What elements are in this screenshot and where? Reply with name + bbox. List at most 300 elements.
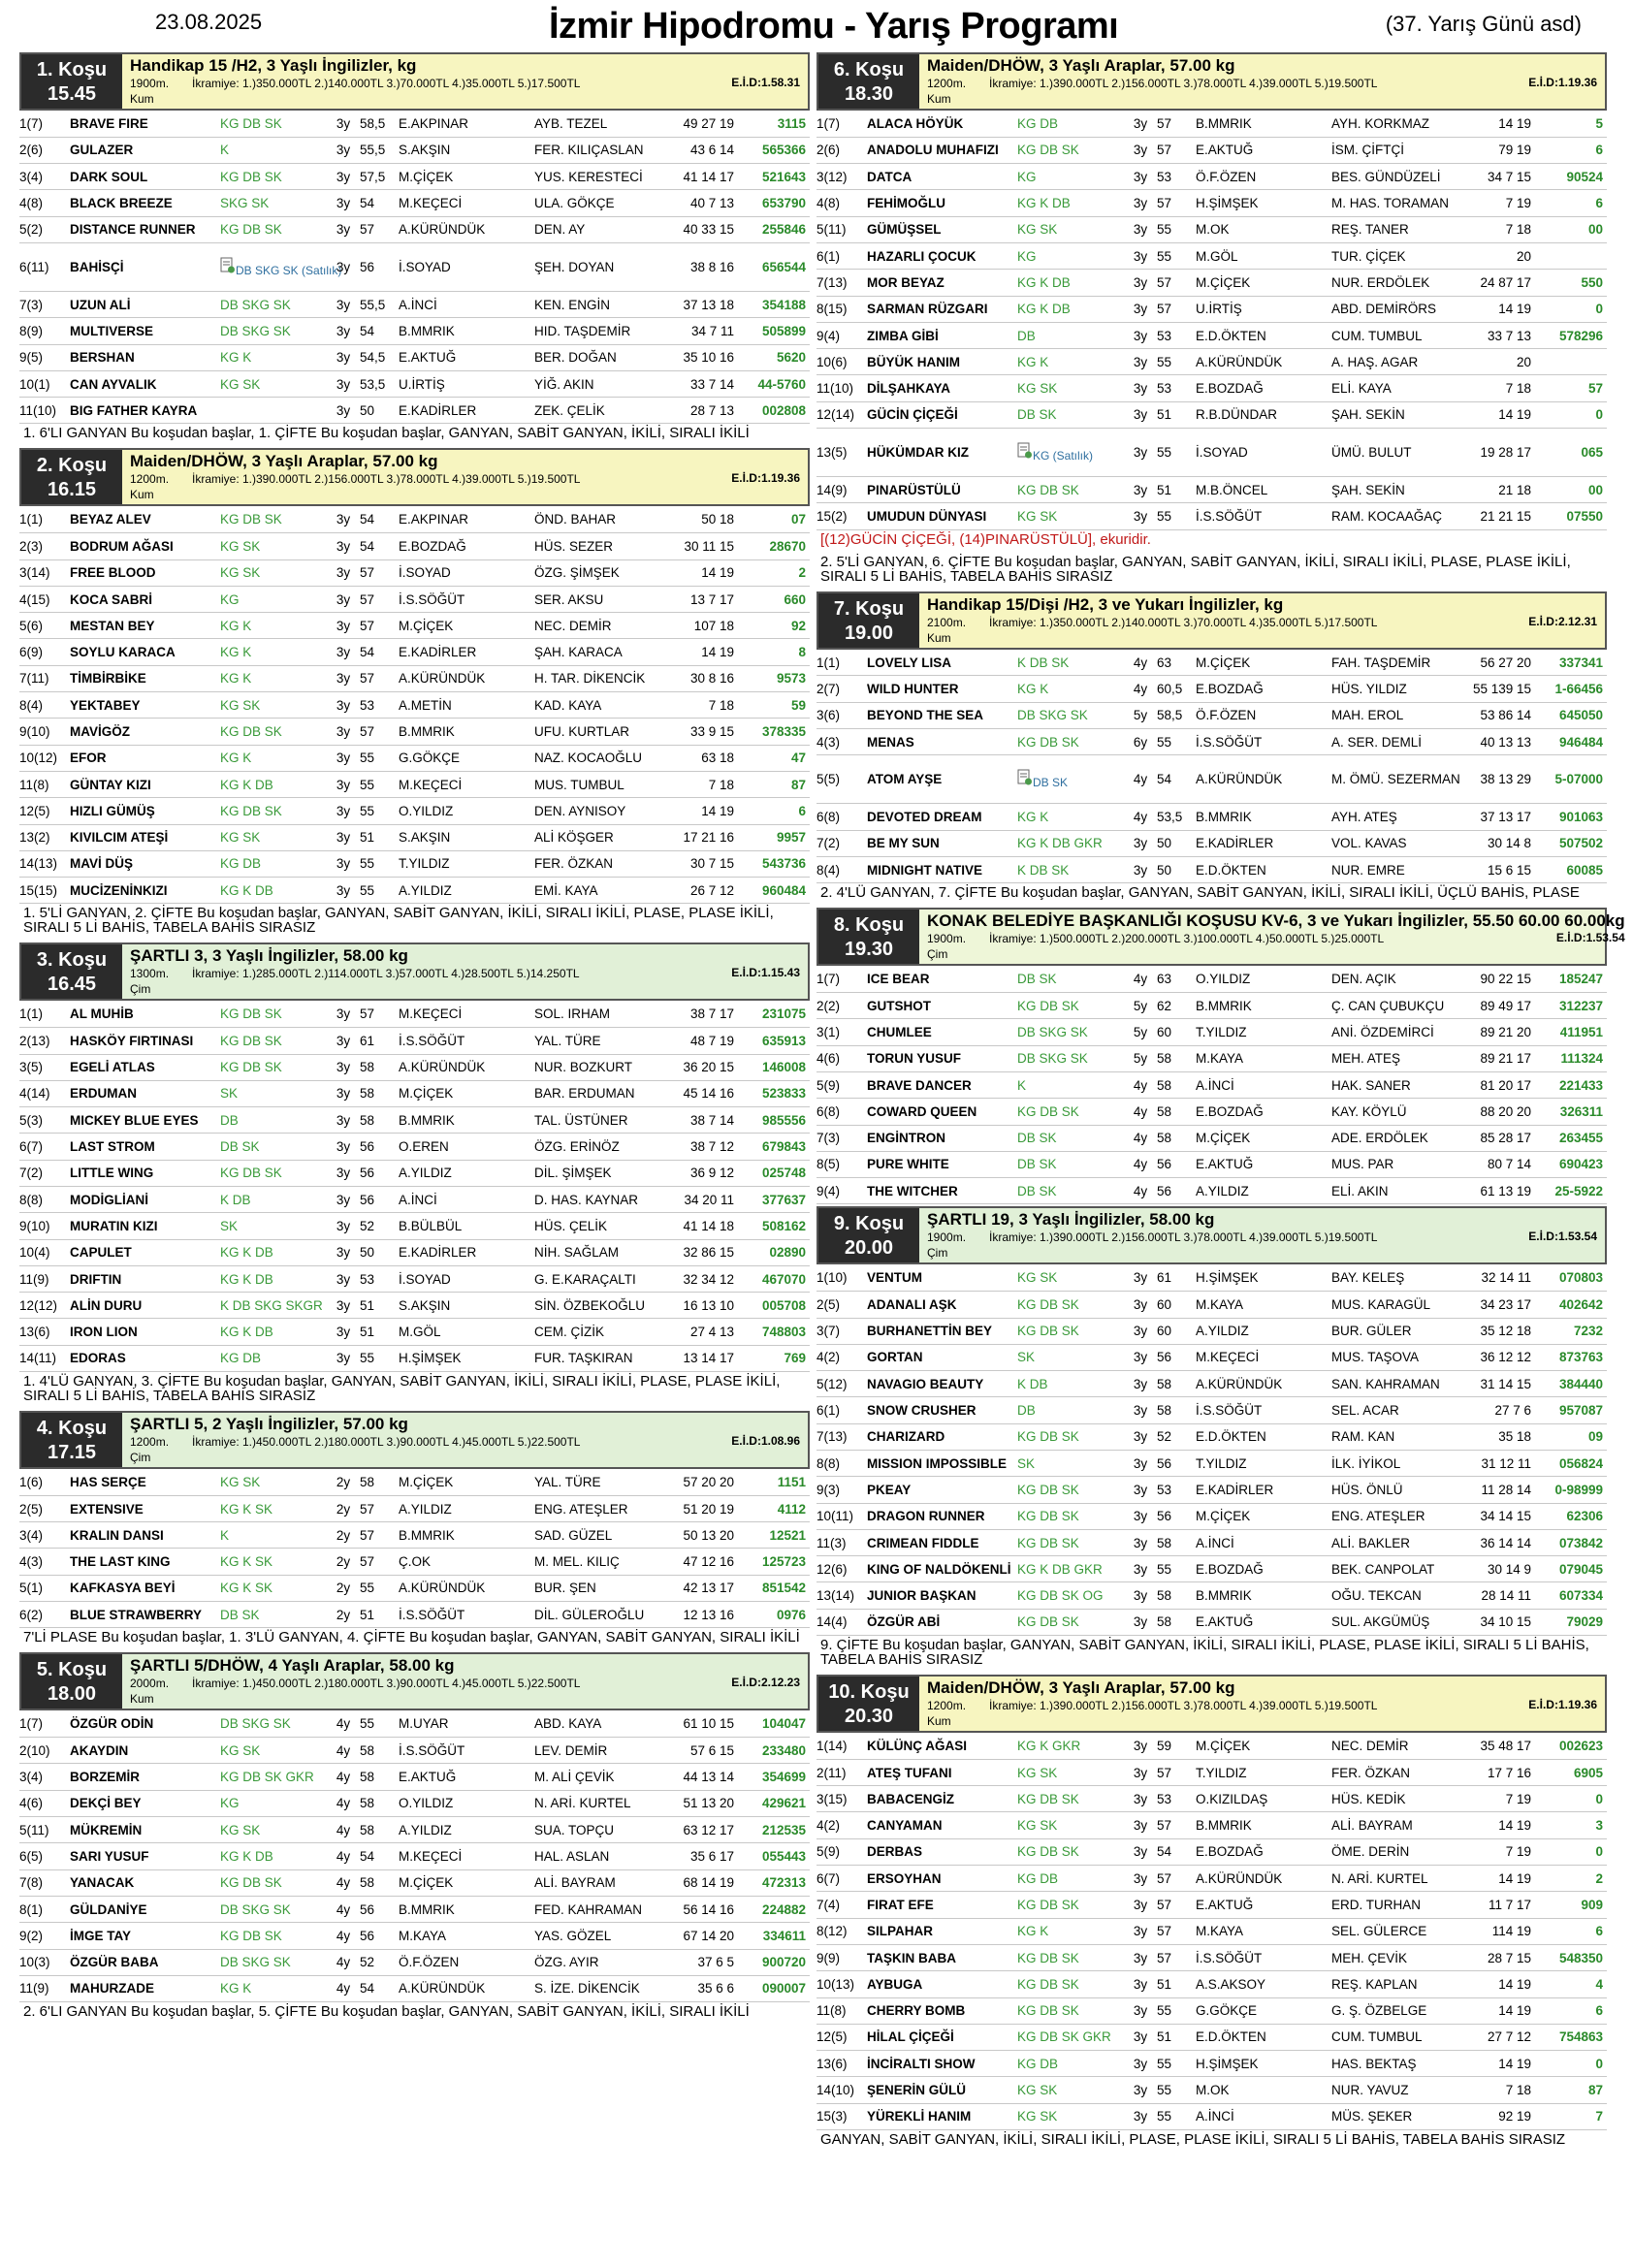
horse-number: 5(3) (19, 1107, 70, 1134)
trainer-name: ÜMÜ. BULUT (1331, 429, 1457, 477)
horse-age: 3y (327, 1054, 360, 1080)
race-record: E.İ.D:1.53.54 (1555, 931, 1625, 945)
horse-name: NAVAGIO BEAUTY (867, 1371, 1017, 1397)
horse-form: 6 (1537, 137, 1607, 163)
trainer-name: OĞU. TEKCAN (1331, 1582, 1457, 1609)
horse-row[interactable] (19, 1028, 810, 1054)
horse-name: EFOR (70, 745, 220, 771)
horse-row[interactable] (19, 1213, 810, 1239)
race-block (19, 448, 810, 941)
horse-row[interactable] (19, 1602, 810, 1628)
horse-row[interactable] (19, 1319, 810, 1345)
horse-row[interactable] (816, 111, 1607, 137)
horse-row[interactable] (816, 1264, 1607, 1291)
horse-equipment-text: DB SKG SK (Satılık) (236, 263, 342, 277)
horse-stats: 38 8 16 (660, 242, 740, 291)
horse-row[interactable] (19, 639, 810, 665)
horse-equipment: KG SK (1017, 503, 1124, 529)
horse-weight: 57 (360, 1495, 399, 1521)
trainer-name: H. TAR. DİKENCİK (534, 665, 660, 691)
horse-equipment: KG SK (1017, 2077, 1124, 2103)
horse-form: 09 (1537, 1423, 1607, 1450)
horse-stats: 53 86 14 (1457, 702, 1537, 728)
horse-row[interactable] (816, 270, 1607, 296)
race-number-label: 5. Koşu (36, 1659, 108, 1681)
trainer-name: YUS. KERESTECİ (534, 164, 660, 190)
horse-row[interactable] (19, 1843, 810, 1869)
trainer-name: NİH. SAĞLAM (534, 1239, 660, 1265)
horse-weight: 56 (360, 1160, 399, 1186)
horse-row[interactable] (816, 1450, 1607, 1476)
horse-form: 5620 (740, 344, 810, 370)
trainer-name: YAS. GÖZEL (534, 1923, 660, 1949)
horse-weight: 55,5 (360, 137, 399, 163)
horse-row[interactable] (816, 503, 1607, 529)
horse-row[interactable] (19, 1790, 810, 1816)
horse-row[interactable] (19, 216, 810, 242)
horse-row[interactable] (816, 190, 1607, 216)
horse-row[interactable] (816, 1019, 1607, 1045)
horse-name: ÖZGÜR BABA (70, 1949, 220, 1975)
trainer-name: CEM. ÇİZİK (534, 1319, 660, 1345)
trainer-name: TAL. ÜSTÜNER (534, 1107, 660, 1134)
horse-row[interactable] (816, 1918, 1607, 1944)
race-details (927, 1230, 1597, 1261)
trainer-name: ŞAH. SEKİN (1331, 477, 1457, 503)
horse-equipment: KG DB SK (1017, 1971, 1124, 1997)
trainer-name: FER. ÖZKAN (534, 850, 660, 877)
trainer-name: BUR. ŞEN (534, 1575, 660, 1601)
horse-row[interactable] (19, 1949, 810, 1975)
horse-number: 11(9) (19, 1265, 70, 1292)
race-prize: İkramiye: 1.)390.000TL 2.)156.000TL 3.)78.000TL 4.)39.000TL 5.)19.500TL (989, 77, 1378, 90)
horse-row[interactable] (816, 729, 1607, 755)
jockey-name: U.İRTİŞ (1196, 296, 1331, 322)
race-details (927, 1698, 1597, 1729)
horse-row[interactable] (19, 164, 810, 190)
horse-row[interactable] (19, 1975, 810, 2001)
horse-name: MÜKREMİN (70, 1817, 220, 1843)
horse-form: 2 (1537, 1866, 1607, 1892)
horse-row[interactable] (816, 1892, 1607, 1918)
trainer-name: MUS. PAR (1331, 1151, 1457, 1177)
horse-row[interactable] (19, 824, 810, 850)
horse-row[interactable] (816, 1997, 1607, 2024)
horse-row[interactable] (816, 1733, 1607, 1759)
horse-form: 957087 (1537, 1397, 1607, 1423)
horse-row[interactable] (816, 966, 1607, 992)
horse-age: 3y (1124, 1344, 1157, 1370)
horse-row[interactable] (816, 164, 1607, 190)
horse-number: 9(2) (19, 1923, 70, 1949)
horse-age: 3y (327, 1187, 360, 1213)
horse-number: 11(10) (816, 375, 867, 401)
horse-age: 3y (1124, 1318, 1157, 1344)
horse-row[interactable] (19, 318, 810, 344)
trainer-name: ÖND. BAHAR (534, 506, 660, 532)
horse-row[interactable] (19, 1817, 810, 1843)
horse-weight: 57 (1157, 1944, 1196, 1970)
horse-weight: 56 (360, 1187, 399, 1213)
horse-row[interactable] (816, 1944, 1607, 1970)
horse-row[interactable] (19, 1764, 810, 1790)
horse-form: 0 (1537, 401, 1607, 428)
trainer-name: ÖZG. ERİNÖZ (534, 1134, 660, 1160)
horse-name: DEVOTED DREAM (867, 804, 1017, 830)
horse-row[interactable] (19, 798, 810, 824)
horse-row[interactable] (816, 1397, 1607, 1423)
horse-row[interactable] (816, 804, 1607, 830)
jockey-name: İ.SOYAD (399, 1265, 534, 1292)
trainer-name: HÜS. YILDIZ (1331, 676, 1457, 702)
horse-row[interactable] (816, 429, 1607, 477)
horse-row[interactable] (19, 344, 810, 370)
trainer-name: D. HAS. KAYNAR (534, 1187, 660, 1213)
jockey-name: B.MMRIK (399, 1522, 534, 1549)
horse-weight: 58 (360, 1080, 399, 1106)
horse-weight: 58 (1157, 1529, 1196, 1555)
horse-weight: 58 (1157, 1397, 1196, 1423)
horse-name: DATCA (867, 164, 1017, 190)
horse-row[interactable] (816, 1609, 1607, 1635)
horse-form: 9957 (740, 824, 810, 850)
horse-row[interactable] (19, 1134, 810, 1160)
horse-name: BEYAZ ALEV (70, 506, 220, 532)
horse-row[interactable] (816, 1371, 1607, 1397)
horse-row[interactable] (19, 665, 810, 691)
horse-row[interactable] (816, 1838, 1607, 1865)
jockey-name: Ç.OK (399, 1549, 534, 1575)
horse-form: 4112 (740, 1495, 810, 1521)
horse-number: 9(3) (816, 1477, 867, 1503)
horse-age: 4y (327, 1923, 360, 1949)
trainer-name: HAL. ASLAN (534, 1843, 660, 1869)
trainer-name: S. İZE. DİKENCİK (534, 1975, 660, 2001)
horse-form: 2 (740, 559, 810, 586)
horse-weight: 58 (360, 1107, 399, 1134)
horse-row[interactable] (816, 322, 1607, 348)
horse-row[interactable] (19, 1054, 810, 1080)
horse-equipment: KG K (220, 639, 327, 665)
jockey-name: İ.S.SÖĞÜT (1196, 729, 1331, 755)
horse-name: ICE BEAR (867, 966, 1017, 992)
horse-equipment: KG DB SK (1017, 1997, 1124, 2024)
horse-number: 5(5) (816, 755, 867, 804)
jockey-name: H.ŞİMŞEK (399, 1345, 534, 1371)
horse-row[interactable] (816, 993, 1607, 1019)
horse-row[interactable] (19, 1080, 810, 1106)
horse-equipment: DB SK (220, 1602, 327, 1628)
horse-row[interactable] (816, 1477, 1607, 1503)
horse-row[interactable] (816, 401, 1607, 428)
horse-name: GÜMÜŞSEL (867, 216, 1017, 242)
horse-number: 6(11) (19, 242, 70, 291)
horse-row[interactable] (816, 1556, 1607, 1582)
horse-row[interactable] (816, 755, 1607, 804)
horse-name: ATEŞ TUFANI (867, 1759, 1017, 1785)
horse-equipment: DB SKG SK (220, 1949, 327, 1975)
horse-name: CHUMLEE (867, 1019, 1017, 1045)
horse-number: 4(2) (816, 1812, 867, 1838)
horse-row[interactable] (816, 1786, 1607, 1812)
horse-row[interactable] (19, 1345, 810, 1371)
horse-weight: 57 (1157, 1812, 1196, 1838)
horse-number: 5(6) (19, 613, 70, 639)
horse-form: 635913 (740, 1028, 810, 1054)
horse-stats: 81 20 17 (1457, 1071, 1537, 1098)
race-time: 20.30 (844, 1706, 894, 1728)
horse-stats: 89 21 17 (1457, 1045, 1537, 1071)
horse-age: 3y (1124, 1503, 1157, 1529)
horse-name: BERSHAN (70, 344, 220, 370)
horse-row[interactable] (816, 830, 1607, 856)
horse-form: 255846 (740, 216, 810, 242)
horse-row[interactable] (816, 1178, 1607, 1204)
horse-row[interactable] (19, 1107, 810, 1134)
horse-row[interactable] (19, 559, 810, 586)
horse-row[interactable] (19, 190, 810, 216)
horse-row[interactable] (19, 586, 810, 612)
horse-row[interactable] (816, 650, 1607, 676)
trainer-name: CUM. TUMBUL (1331, 322, 1457, 348)
horse-row[interactable] (19, 1239, 810, 1265)
jockey-name: E.AKTUĞ (399, 1764, 534, 1790)
horse-row[interactable] (816, 856, 1607, 882)
horse-form: 62306 (1537, 1503, 1607, 1529)
horse-age: 4y (1124, 755, 1157, 804)
horse-name: ENGİNTRON (867, 1125, 1017, 1151)
trainer-name: KEN. ENGİN (534, 291, 660, 317)
race-record: E.İ.D:1.08.96 (731, 1434, 800, 1449)
horse-weight: 54 (360, 639, 399, 665)
horse-row[interactable] (19, 1187, 810, 1213)
horse-row[interactable] (816, 1529, 1607, 1555)
horse-row[interactable] (816, 1099, 1607, 1125)
horse-row[interactable] (19, 1160, 810, 1186)
horse-stats: 36 14 14 (1457, 1529, 1537, 1555)
horse-equipment: DB SK (1017, 1178, 1124, 1204)
jockey-name: O.YILDIZ (399, 1790, 534, 1816)
jockey-name: E.D.ÖKTEN (1196, 322, 1331, 348)
horse-number: 8(9) (19, 318, 70, 344)
horse-age: 3y (327, 1001, 360, 1027)
horse-row[interactable] (19, 692, 810, 719)
jockey-name: E.KADİRLER (399, 639, 534, 665)
horse-row[interactable] (816, 1344, 1607, 1370)
horse-stats: 89 49 17 (1457, 993, 1537, 1019)
horse-row[interactable] (816, 1292, 1607, 1318)
horse-row[interactable] (816, 676, 1607, 702)
horse-equipment: K DB SK (1017, 650, 1124, 676)
horse-equipment: DB SK (1017, 966, 1124, 992)
horse-number: 11(10) (19, 398, 70, 424)
horse-row[interactable] (19, 1469, 810, 1495)
horse-stats: 36 9 12 (660, 1160, 740, 1186)
horse-row[interactable] (19, 1896, 810, 1922)
horse-age: 3y (327, 1293, 360, 1319)
horse-name: EDORAS (70, 1345, 220, 1371)
horse-row[interactable] (816, 1151, 1607, 1177)
race-details (130, 966, 800, 997)
horse-stats: 14 19 (660, 798, 740, 824)
trainer-name: MEH. ATEŞ (1331, 1045, 1457, 1071)
horse-row[interactable] (816, 216, 1607, 242)
horse-equipment: KG DB SK (1017, 1292, 1124, 1318)
horse-row[interactable] (19, 719, 810, 745)
horse-stats: 30 8 16 (660, 665, 740, 691)
jockey-name: E.D.ÖKTEN (1196, 1423, 1331, 1450)
race-prize: İkramiye: 1.)500.000TL 2.)200.000TL 3.)100.000TL 4.)50.000TL 5.)25.000TL (989, 932, 1385, 946)
horse-name: YANACAK (70, 1869, 220, 1896)
race-details (130, 471, 800, 502)
horse-stats: 14 19 (1457, 296, 1537, 322)
horse-row[interactable] (19, 1575, 810, 1601)
horse-equipment: KG DB SK (1017, 477, 1124, 503)
horse-stats: 47 12 16 (660, 1549, 740, 1575)
horse-row[interactable] (816, 1045, 1607, 1071)
horse-row[interactable] (816, 1582, 1607, 1609)
jockey-name: Ö.F.ÖZEN (1196, 164, 1331, 190)
horse-row[interactable] (816, 1125, 1607, 1151)
horse-row[interactable] (19, 1495, 810, 1521)
horse-row[interactable] (19, 398, 810, 424)
horse-row[interactable] (816, 2024, 1607, 2050)
horse-row[interactable] (816, 477, 1607, 503)
horse-row[interactable] (816, 137, 1607, 163)
horse-stats: 20 (1457, 349, 1537, 375)
horse-row[interactable] (816, 1071, 1607, 1098)
horse-row[interactable] (816, 2103, 1607, 2129)
horse-row[interactable] (19, 1923, 810, 1949)
race-header (19, 942, 810, 1001)
horse-row[interactable] (19, 1869, 810, 1896)
horse-row[interactable] (19, 613, 810, 639)
horse-row[interactable] (816, 702, 1607, 728)
horse-form: 312237 (1537, 993, 1607, 1019)
horse-row[interactable] (19, 745, 810, 771)
horse-age: 2y (327, 1602, 360, 1628)
horse-row[interactable] (19, 1522, 810, 1549)
horse-age: 4y (1124, 804, 1157, 830)
horse-row[interactable] (816, 242, 1607, 269)
horse-stats: 14 19 (1457, 1971, 1537, 1997)
trainer-name: NUR. ERDÖLEK (1331, 270, 1457, 296)
horse-stats: 49 27 19 (660, 111, 740, 137)
trainer-name: FAH. TAŞDEMİR (1331, 650, 1457, 676)
trainer-name: DEN. AY (534, 216, 660, 242)
horse-row[interactable] (816, 1971, 1607, 1997)
horse-row[interactable] (816, 2051, 1607, 2077)
horse-row[interactable] (816, 1503, 1607, 1529)
horse-form: 231075 (740, 1001, 810, 1027)
horse-equipment: KG DB SK (1017, 1477, 1124, 1503)
betting-note: 1. 5'Lİ GANYAN, 2. ÇİFTE Bu koşudan başlar, GANYAN, SABİT GANYAN, İKİLİ, SIRALI İKİLİ, PLASE, PLASE İKİLİ, SIRALI 5 Lİ BAHİS, TABELA BAHİS SIRASIZ (23, 905, 774, 937)
race-header (816, 52, 1607, 111)
horse-row[interactable] (19, 242, 810, 291)
horse-weight: 57 (360, 1522, 399, 1549)
horse-name: SILPAHAR (867, 1918, 1017, 1944)
horse-row[interactable] (816, 349, 1607, 375)
horse-stats: 50 18 (660, 506, 740, 532)
horse-row[interactable] (19, 111, 810, 137)
trainer-name: MUS. KARAGÜL (1331, 1292, 1457, 1318)
trainer-name: N. ARİ. KURTEL (534, 1790, 660, 1816)
horse-row[interactable] (19, 1710, 810, 1737)
jockey-name: B.BÜLBÜL (399, 1213, 534, 1239)
horse-form: 653790 (740, 190, 810, 216)
horse-name: MOR BEYAZ (867, 270, 1017, 296)
horse-equipment: KG K DB (220, 1843, 327, 1869)
trainer-name: A. HAŞ. AGAR (1331, 349, 1457, 375)
race-time: 18.30 (844, 83, 894, 105)
horse-number: 3(5) (19, 1054, 70, 1080)
horse-equipment: KG SK (1017, 216, 1124, 242)
horse-row[interactable] (19, 1549, 810, 1575)
horse-name: MULTIVERSE (70, 318, 220, 344)
horse-age: 3y (327, 344, 360, 370)
horse-weight: 58 (1157, 1609, 1196, 1635)
horse-row[interactable] (19, 506, 810, 532)
trainer-name: NEC. DEMİR (1331, 1733, 1457, 1759)
horse-equipment: SK (220, 1080, 327, 1106)
horse-row[interactable] (19, 1738, 810, 1764)
horse-row[interactable] (816, 1423, 1607, 1450)
horse-row[interactable] (816, 1759, 1607, 1785)
horse-form: 212535 (740, 1817, 810, 1843)
horse-name: LOVELY LISA (867, 650, 1017, 676)
trainer-name: MÜS. ŞEKER (1331, 2103, 1457, 2129)
horse-row[interactable] (816, 1318, 1607, 1344)
race-block (19, 942, 810, 1409)
jockey-name: T.YILDIZ (1196, 1019, 1331, 1045)
horse-row[interactable] (19, 533, 810, 559)
horse-weight: 58 (1157, 1582, 1196, 1609)
horse-row[interactable] (19, 850, 810, 877)
horse-table (816, 111, 1607, 530)
horse-name: DRAGON RUNNER (867, 1503, 1017, 1529)
horse-row[interactable] (19, 370, 810, 397)
horse-row[interactable] (19, 291, 810, 317)
race-prize: İkramiye: 1.)350.000TL 2.)140.000TL 3.)70.000TL 4.)35.000TL 5.)17.500TL (192, 77, 581, 90)
horse-weight: 50 (1157, 830, 1196, 856)
horse-number: 7(8) (19, 1869, 70, 1896)
horse-row[interactable] (19, 771, 810, 797)
horse-row[interactable] (816, 296, 1607, 322)
jockey-name: O.YILDIZ (399, 798, 534, 824)
horse-form: 565366 (740, 137, 810, 163)
trainer-name: HID. TAŞDEMİR (534, 318, 660, 344)
race-info (919, 1208, 1605, 1262)
horse-row[interactable] (19, 1293, 810, 1319)
trainer-name: ANİ. ÖZDEMİRCİ (1331, 1019, 1457, 1045)
horse-row[interactable] (816, 1812, 1607, 1838)
jockey-name: B.MMRIK (399, 1107, 534, 1134)
horse-row[interactable] (19, 1001, 810, 1027)
horse-row[interactable] (19, 1265, 810, 1292)
jockey-name: H.ŞİMŞEK (1196, 1264, 1331, 1291)
horse-row[interactable] (19, 137, 810, 163)
horse-number: 2(2) (816, 993, 867, 1019)
horse-age: 3y (1124, 1759, 1157, 1785)
horse-row[interactable] (816, 1866, 1607, 1892)
race-info (122, 1413, 808, 1467)
horse-number: 7(2) (816, 830, 867, 856)
horse-equipment: K (1017, 1071, 1124, 1098)
horse-row[interactable] (816, 2077, 1607, 2103)
horse-row[interactable] (816, 375, 1607, 401)
horse-row[interactable] (19, 878, 810, 904)
horse-form: 3115 (740, 111, 810, 137)
